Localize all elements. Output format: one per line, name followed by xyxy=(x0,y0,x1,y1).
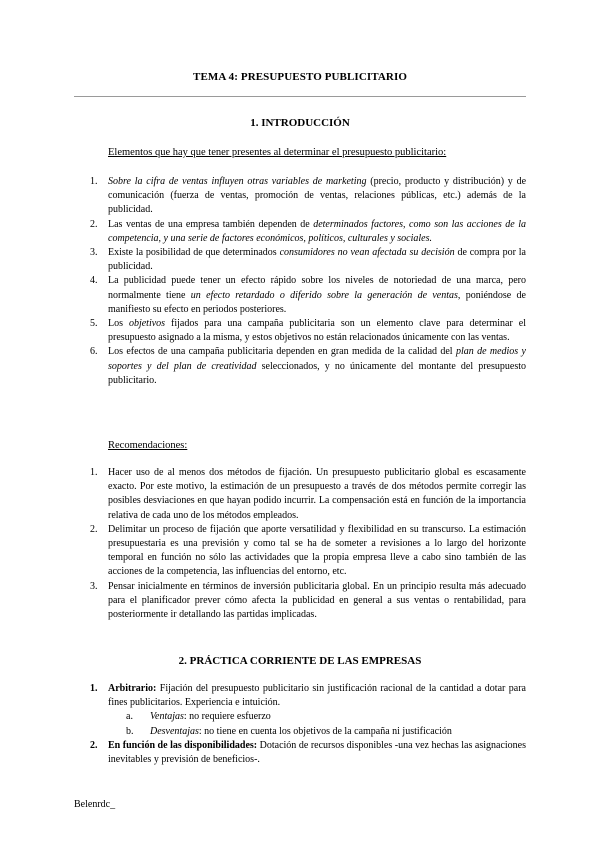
item-text: , poniéndose de manifiesto su efecto en periodos posteriores. xyxy=(108,289,526,315)
list-item xyxy=(90,345,526,388)
list-item xyxy=(90,739,526,767)
item-number: 6. xyxy=(90,346,98,358)
recommendations-list xyxy=(90,466,526,622)
sub-item-term: Desventajas xyxy=(150,725,199,737)
sub-list-item xyxy=(108,710,526,724)
list-item xyxy=(90,274,526,317)
practice-list xyxy=(90,682,526,767)
emphasized-text: consumidores no vean afectada su decisión xyxy=(279,247,455,259)
emphasized-text: determinados factores, como son las acciones de la competencia, y una serie de factores económicos, políticos, culturales y sociales. xyxy=(108,218,526,244)
item-text: Los efectos de una campaña publicitaria dependen en gran medida de la calidad del xyxy=(108,346,456,358)
item-number: 5. xyxy=(90,318,98,330)
item-text: La publicidad puede tener un efecto rápido sobre los niveles de notoriedad de una marca, pero normalmente tiene xyxy=(108,275,526,301)
list-item xyxy=(90,246,526,274)
sub-list-item xyxy=(108,725,526,739)
document-title: TEMA 4: PRESUPUESTO PUBLICITARIO xyxy=(193,71,407,83)
list-item xyxy=(90,175,527,218)
sub-item-letter: b. xyxy=(126,725,134,737)
item-text: Pensar inicialmente en términos de inversión publicitaria global. En un principio resulta más adecuado para el planificador prever cómo afecta la publicidad en general a sus ventas o rentabilidad, para posteriormente ir detallando las partidas implicadas. xyxy=(108,580,526,621)
method-label: Arbitrario: xyxy=(108,683,157,694)
item-number: 4. xyxy=(90,275,98,287)
item-number: 2. xyxy=(90,523,98,535)
emphasized-text: plan de medios y soportes y del plan de creatividad xyxy=(108,346,526,372)
method-label: En función de las disponibilidades: xyxy=(108,739,258,751)
list-item xyxy=(90,218,526,246)
emphasized-text: un efecto retardado o diferido sobre la generación de ventas xyxy=(190,289,458,301)
sub-item-letter: a. xyxy=(126,711,133,723)
sub-item-term: Ventajas xyxy=(150,711,184,723)
item-text: (precio, producto y distribución) y de comunicación (fuerza de ventas, promoción de ventas, relaciones públicas, etc.) además de la publicidad. xyxy=(108,176,527,216)
title-divider xyxy=(74,96,526,97)
item-number: 2. xyxy=(90,739,98,751)
sub-item-text: : no tiene en cuenta los objetivos de la campaña ni justificación xyxy=(198,725,452,737)
item-number: 1. xyxy=(90,467,98,478)
item-number: 1. xyxy=(90,683,98,694)
item-text: Delimitar un proceso de fijación que aporte versatilidad y flexibilidad en su transcurso. La estimación presupuestaria es una previsión y como tal se ha de someter a revisiones a lo largo del horizonte temporal en función no sólo las actividades que la propia empresa lleve a cabo sino también de las acciones de la competencia, las influencias del entorno, etc. xyxy=(108,523,526,578)
list-item xyxy=(90,466,526,523)
section-heading-introduccion: 1. INTRODUCCIÓN xyxy=(250,117,350,129)
elements-subheading: Elementos que hay que tener presentes al determinar el presupuesto publicitario: xyxy=(108,147,447,158)
recommendations-subheading: Recomendaciones: xyxy=(108,440,188,451)
intro-list xyxy=(90,175,527,388)
item-number: 3. xyxy=(90,247,98,259)
section-heading-practica: 2. PRÁCTICA CORRIENTE DE LAS EMPRESAS xyxy=(178,655,422,667)
sub-item-text: : no requiere esfuerzo xyxy=(183,711,271,723)
item-text: Los xyxy=(108,318,129,330)
item-number: 3. xyxy=(90,580,98,592)
item-number: 1. xyxy=(90,176,98,187)
item-text: Existe la posibilidad de que determinados xyxy=(108,247,280,259)
pros-cons-list xyxy=(108,710,526,738)
item-text: de compra por la publicidad. xyxy=(108,247,526,273)
method-description: Fijación del presupuesto publicitario sin justificación racional de la cantidad a dotar para fines publicitarios. Experiencia e intuición. xyxy=(108,683,526,709)
list-item xyxy=(90,580,526,623)
list-item xyxy=(90,317,526,345)
item-text: Hacer uso de al menos dos métodos de fijación. Un presupuesto publicitario global es escasamente exacto. Por este motivo, la estimación de un presupuesto a través de dos métodos permite corregir las posibles desviaciones en que hayan podido incurrir. La compensación está en función de la importancia relativa de cada uno de los métodos empleados. xyxy=(108,467,526,521)
emphasized-text: objetivos xyxy=(128,318,166,330)
item-text: seleccionados, y no únicamente del montante del presupuesto publicitario. xyxy=(108,360,526,386)
item-text: fijados para una campaña publicitaria son un elemento clave para determinar el presupuesto asignado a la misma, y estos objetivos no están relacionados únicamente con las ventas. xyxy=(108,318,526,344)
method-description: Dotación de recursos disponibles -una vez hechas las asignaciones inevitables y previsión de beneficios-. xyxy=(108,739,526,766)
emphasized-text: Sobre la cifra de ventas influyen otras variables de marketing xyxy=(108,176,367,187)
list-item xyxy=(90,682,526,739)
list-item xyxy=(90,523,526,580)
footer-author: Belenrdc_ xyxy=(74,799,116,810)
item-text: Las ventas de una empresa también dependen de xyxy=(108,218,314,230)
item-number: 2. xyxy=(90,218,98,230)
